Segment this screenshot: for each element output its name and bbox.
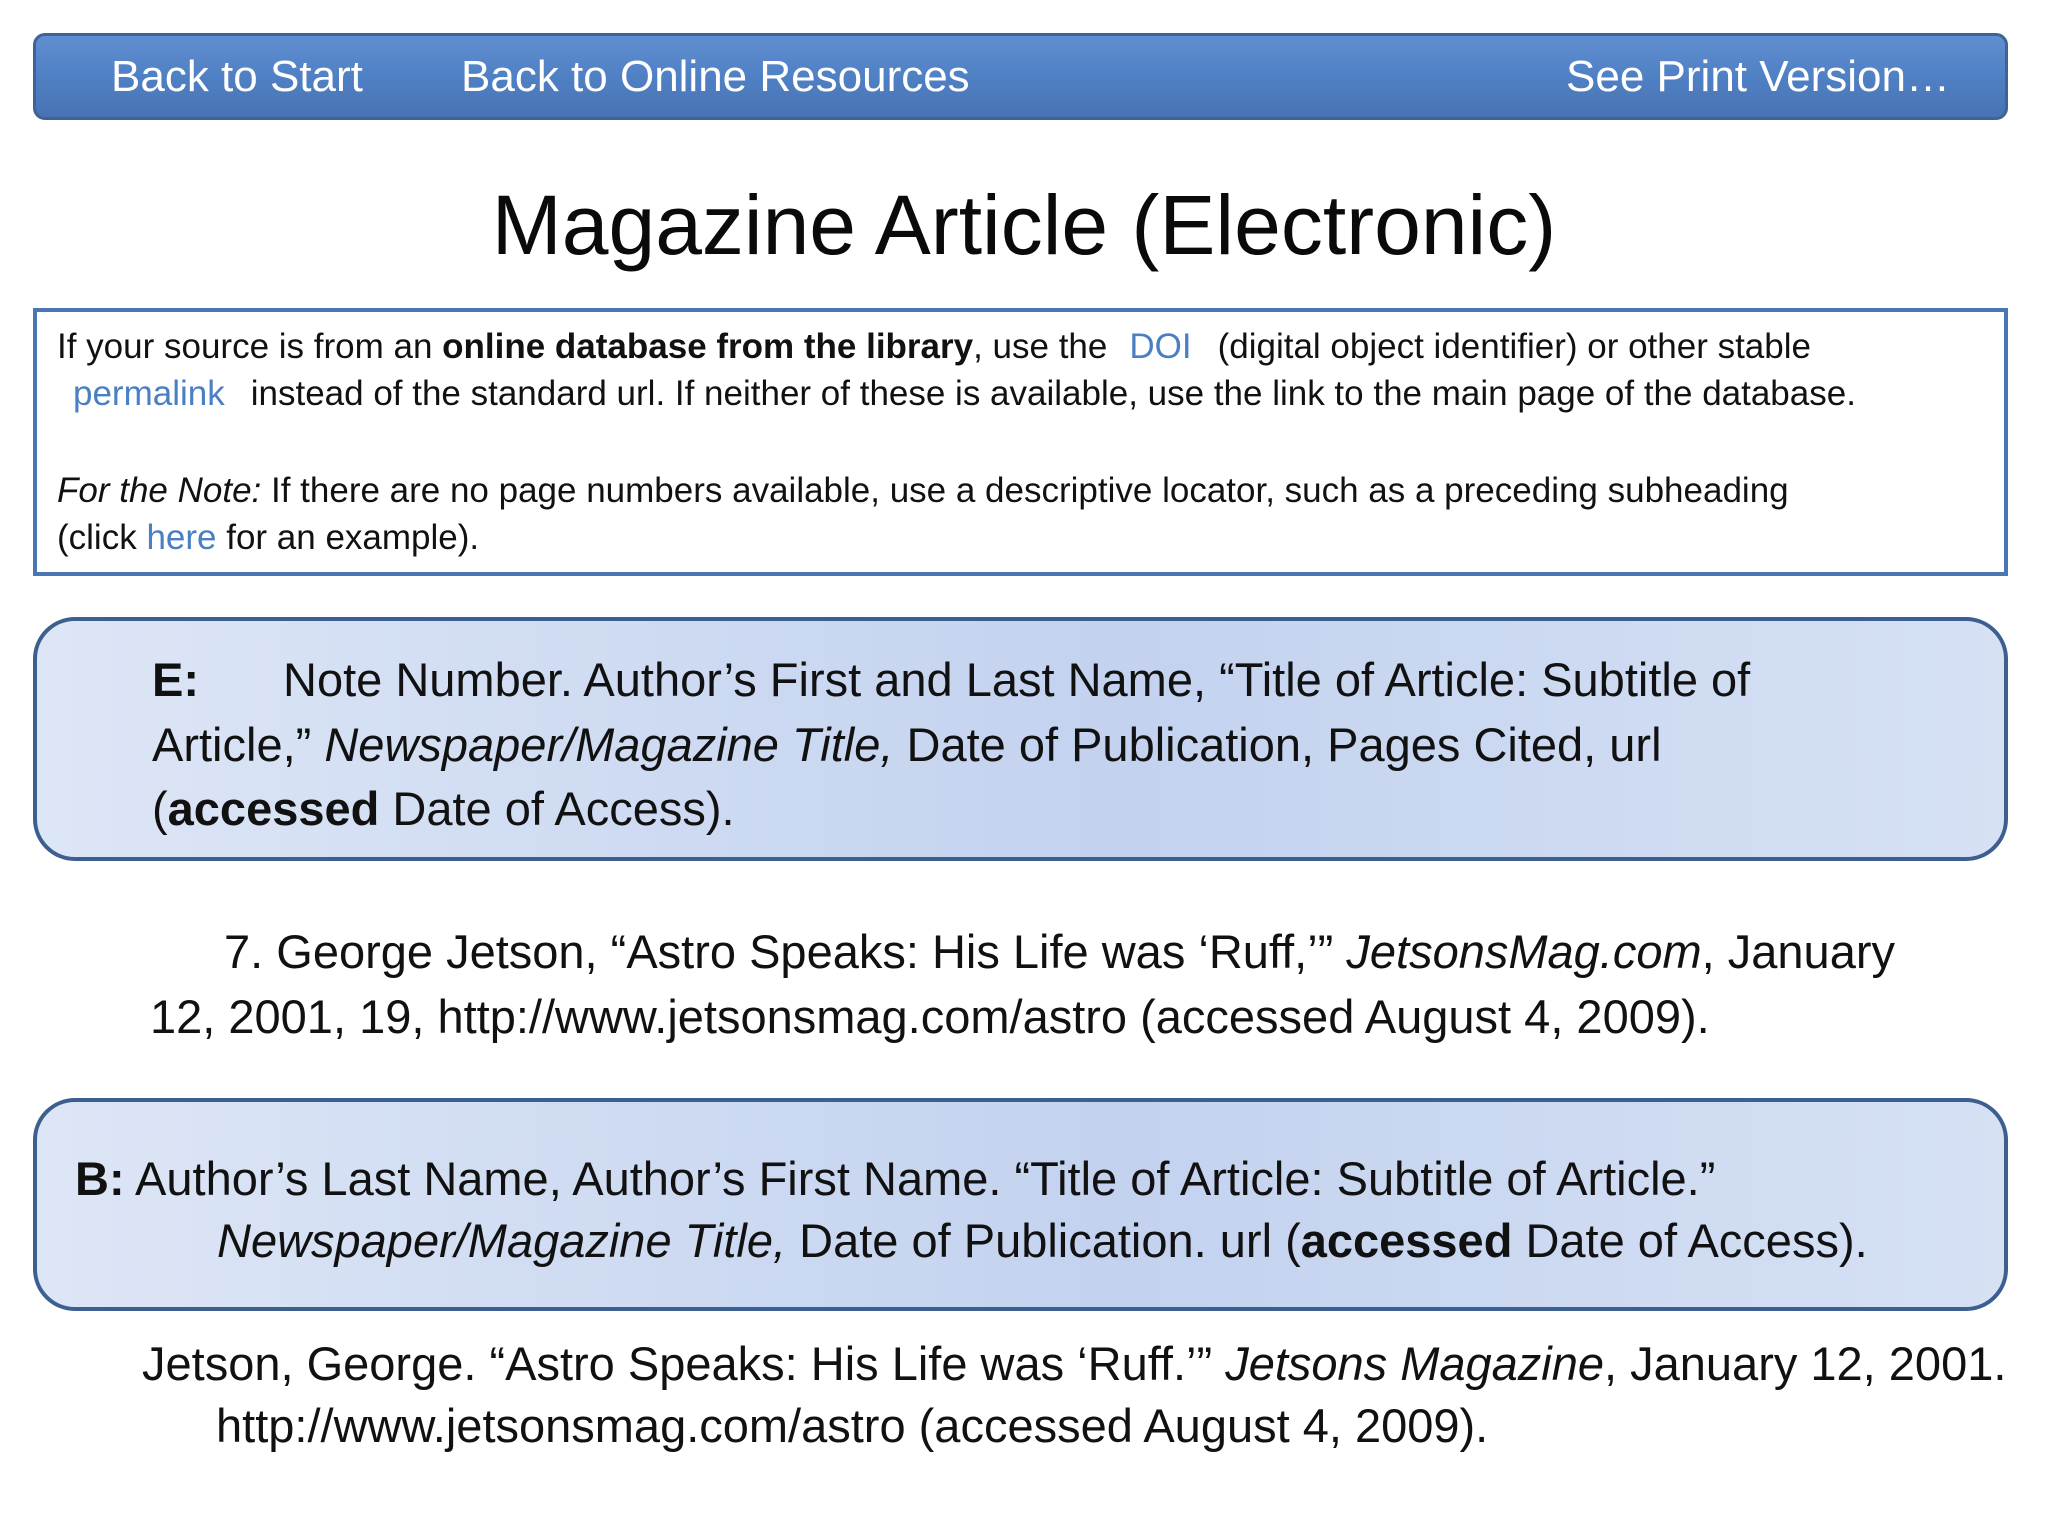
bib-format-text: Date of Publication. url ( [786,1214,1301,1267]
info-text: instead of the standard url. If neither of these is available, use the link to the main page of the database. [250,374,1856,413]
note-label: For the Note: [57,471,262,510]
endnote-example-line-2: 12, 2001, 19, http://www.jetsonsmag.com/astro (accessed August 4, 2009). [150,990,1710,1043]
info-text: (digital object identifier) or other stable [1217,327,1811,366]
bib-example-line-1 [142,1332,2006,1396]
bib-format-italic: Newspaper/Magazine Title, [217,1214,787,1267]
endnote-example-italic: JetsonsMag.com [1346,925,1702,978]
bib-format-text: Author’s Last Name, Author’s First Name. “Title of Article: Subtitle of Article.” [124,1152,1716,1205]
endnote-label: E: [152,653,199,706]
info-text: If your source is from an [57,327,443,366]
info-line-2 [57,371,1856,417]
endnote-format-text: Date of Publication, Pages Cited, url [893,718,1662,771]
info-text: for an example). [216,518,480,557]
info-box [33,308,2008,576]
endnote-format-box [33,617,2008,861]
page-title: Magazine Article (Electronic) [491,178,1557,272]
bib-format-line-1 [75,1147,1715,1211]
bib-format-text: Date of Access). [1512,1214,1868,1267]
info-text: (click [57,518,147,557]
info-line-1 [57,324,1811,370]
endnote-format-line-3 [152,777,735,841]
endnote-format-italic: Newspaper/Magazine Title, [324,718,894,771]
nav-bar [33,33,2008,120]
bib-example-line-2: http://www.jetsonsmag.com/astro (accessed August 4, 2009). [216,1399,1489,1452]
endnote-example-text: 7. George Jetson, “Astro Speaks: His Life was ‘Ruff,’” [224,925,1347,978]
endnote-format-text: Date of Access). [379,782,735,835]
permalink-link[interactable]: permalink [73,374,225,413]
see-print-version-button[interactable]: See Print Version… [1566,52,1950,101]
doi-link[interactable]: DOI [1129,327,1192,366]
endnote-format-text: Article,” [152,718,325,771]
info-line-4 [57,515,479,561]
back-to-online-resources-button[interactable]: Back to Online Resources [461,52,970,101]
endnote-format-text: Note Number. Author’s First and Last Name, “Title of Article: Subtitle of [283,653,1751,706]
bib-example-italic: Jetsons Magazine [1225,1337,1605,1390]
endnote-format-bold: accessed [167,782,380,835]
bib-example-text: , January 12, 2001. [1604,1337,2007,1390]
bibliography-format-box [33,1098,2008,1311]
bib-example-text: Jetson, George. “Astro Speaks: His Life was ‘Ruff.’” [142,1337,1226,1390]
endnote-format-line-1 [152,648,1750,712]
endnote-format-text: ( [152,782,168,835]
info-text: If there are no page numbers available, use a descriptive locator, such as a preceding subheading [261,471,1789,510]
bib-format-bold: accessed [1300,1214,1513,1267]
bib-label: B: [75,1152,125,1205]
here-link[interactable]: here [146,518,217,557]
endnote-format-line-2 [152,713,1662,777]
endnote-example-line-1 [224,920,1895,984]
bib-format-line-2 [217,1209,1868,1273]
info-text: , use the [973,327,1108,366]
info-bold-text: online database from the library [442,327,974,366]
info-line-3 [57,468,1789,514]
endnote-example-text: , January [1701,925,1895,978]
back-to-start-button[interactable]: Back to Start [111,52,363,101]
